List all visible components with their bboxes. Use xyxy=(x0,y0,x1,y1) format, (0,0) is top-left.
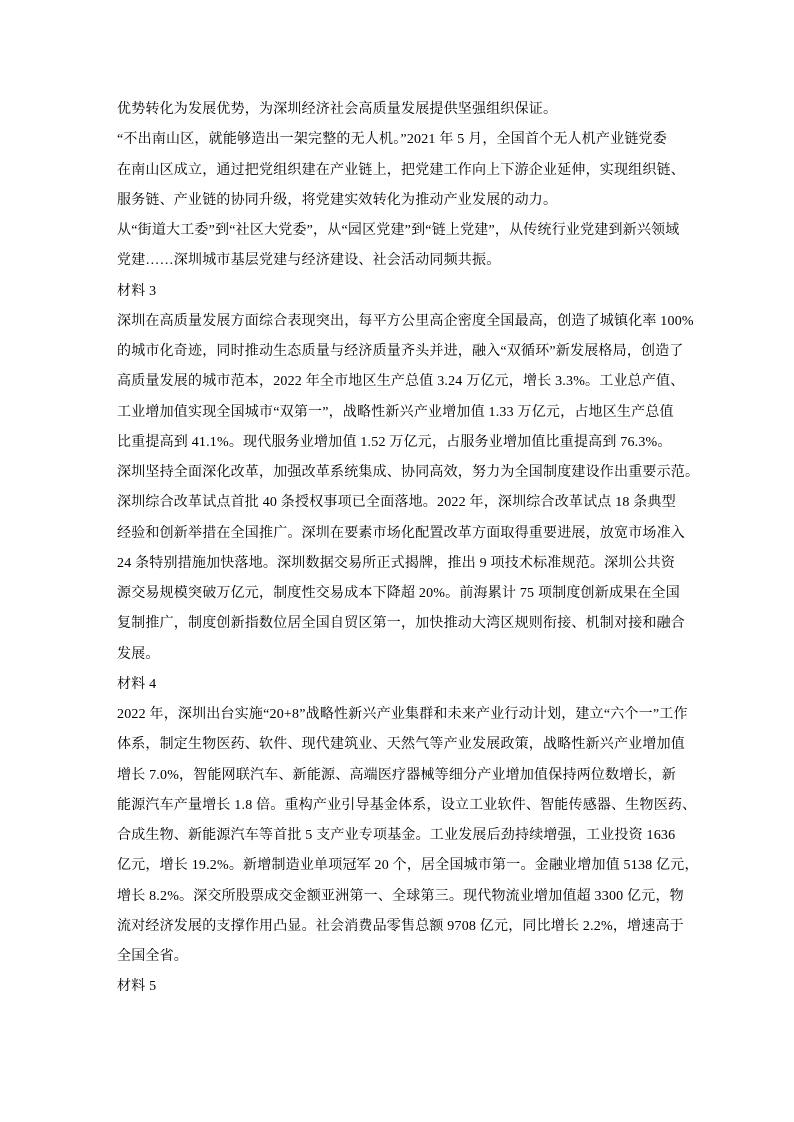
text-line: 亿元，增长 19.2%。新增制造业单项冠军 20 个，居全国城市第一。金融业增加值 5138 亿元， xyxy=(117,858,699,874)
text-line: “不出南山区，就能够造出一架完整的无人机。”2021 年 5 月，全国首个无人机产业链党委 xyxy=(117,132,667,148)
text-line: 2022 年，深圳出台实施“20+8”战略性新兴产业集群和未来产业行动计划，建立“六个一”工作 xyxy=(117,707,688,722)
text-line: 材料 4 xyxy=(117,676,157,692)
text-line: 流对经济发展的支撑作用凸显。社会消费品零售总额 9708 亿元，同比增长 2.2%，增速高于 xyxy=(117,918,684,934)
text-line: 优势转化为发展优势，为深圳经济社会高质量发展提供坚强组织保证。 xyxy=(117,102,558,117)
text-line: 复制推广，制度创新指数位居全国自贸区第一，加快推动大湾区规则衔接、机制对接和融合 xyxy=(117,616,685,632)
text-line: 合成生物、新能源汽车等首批 5 支产业专项基金。工业发展后劲持续增强，工业投资 1636 xyxy=(117,828,676,843)
text-line: 源交易规模突破万亿元，制度性交易成本下降超 20%。前海累计 75 项制度创新成果在全国 xyxy=(117,586,680,601)
text-line: 能源汽车产量增长 1.8 倍。重构产业引导基金体系，设立工业软件、智能传感器、生物医药、 xyxy=(117,797,697,813)
text-line: 增长 8.2%。深交所股票成交金额亚洲第一、全球第三。现代物流业增加值超 3300 亿元，物 xyxy=(117,888,684,904)
text-line: 高质量发展的城市范本，2022 年全市地区生产总值 3.24 万亿元，增长 3.3%。工业总产值、 xyxy=(117,374,685,390)
text-line: 服务链、产业链的协同升级，将党建实效转化为推动产业发展的动力。 xyxy=(117,192,558,208)
text-line: 深圳在高质量发展方面综合表现突出，每平方公里高企密度全国最高，创造了城镇化率 100% xyxy=(117,313,694,329)
text-line: 24 条特别措施加快落地。深圳数据交易所正式揭牌，推出 9 项技术标准规范。深圳公共资 xyxy=(117,555,676,571)
text-line: 增长 7.0%，智能网联汽车、新能源、高端医疗器械等细分产业增加值保持两位数增长，新 xyxy=(117,767,677,783)
text-line: 比重提高到 41.1%。现代服务业增加值 1.52 万亿元，占服务业增加值比重提高到 76.3%。 xyxy=(117,434,672,450)
text-line: 党建……深圳城市基层党建与经济建设、社会活动同频共振。 xyxy=(117,253,501,269)
text-line: 深圳坚持全面深化改革，加强改革系统集成、协同高效，努力为全国制度建设作出重要示范。 xyxy=(117,465,700,480)
text-line: 发展。 xyxy=(117,646,160,662)
text-line: 的城市化奇迹，同时推动生态质量与经济质量齐头并进，融入“双循环”新发展格局，创造了 xyxy=(117,344,684,359)
text-line: 材料 5 xyxy=(117,979,157,995)
text-line: 全国全省。 xyxy=(117,949,188,964)
document-text-block xyxy=(117,95,717,1003)
text-line: 在南山区成立，通过把党组织建在产业链上，把党建工作向上下游企业延伸，实现组织链、 xyxy=(117,162,685,178)
text-line: 深圳综合改革试点首批 40 条授权事项已全面落地。2022 年，深圳综合改革试点 18 条典型 xyxy=(117,495,676,511)
text-line: 材料 3 xyxy=(117,283,157,299)
text-line: 从“街道大工委”到“社区大党委”，从“园区党建”到“链上党建”，从传统行业党建到新兴领域 xyxy=(117,223,680,238)
text-line: 体系，制定生物医药、软件、现代建筑业、天然气等产业发展政策，战略性新兴产业增加值 xyxy=(117,737,685,753)
text-line: 工业增加值实现全国城市“双第一”，战略性新兴产业增加值 1.33 万亿元，占地区生产总值 xyxy=(117,404,674,420)
text-line: 经验和创新举措在全国推广。深圳在要素市场化配置改革方面取得重要进展，放宽市场准入 xyxy=(117,525,685,541)
